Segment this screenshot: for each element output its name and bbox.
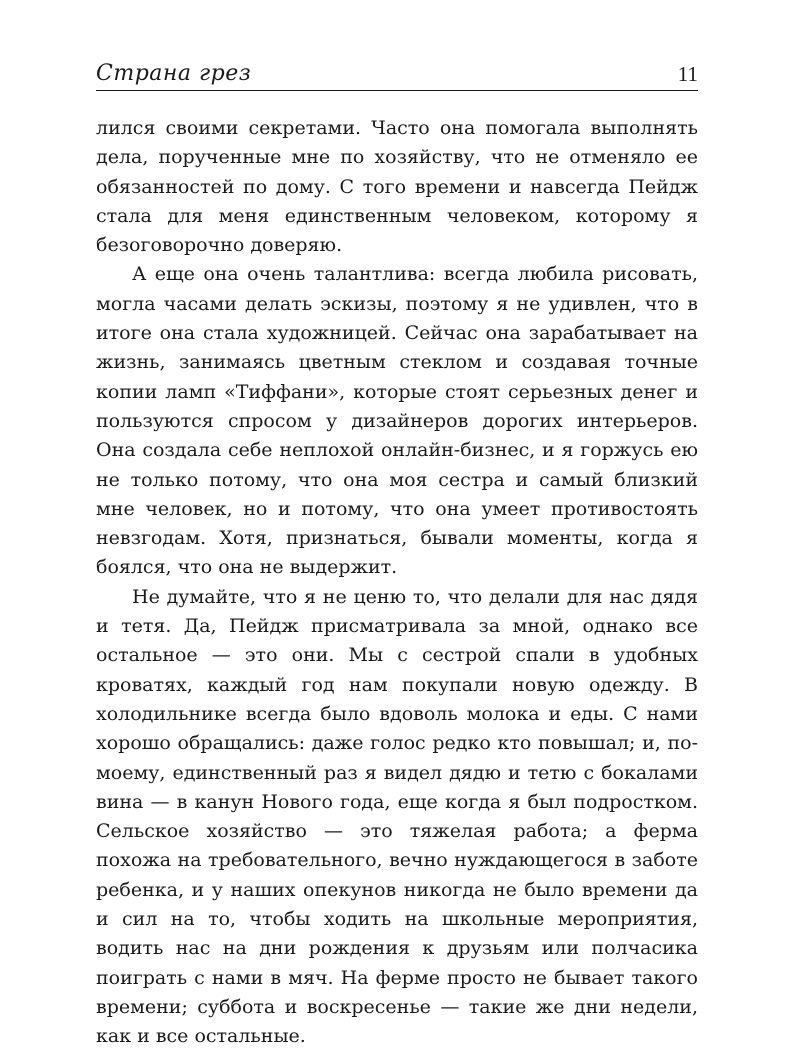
running-head	[96, 60, 698, 90]
paragraph-continued: лился своими секретами. Часто она помогала выполнять дела, порученные мне по хозяйству, что не отменяло ее обязанностей по дому. С того времени и навсегда Пейдж стала для меня единственным человеком, которому я безоговорочно доверяю.	[96, 117, 698, 257]
header-divider	[96, 90, 698, 91]
paragraph: Не думайте, что я не ценю то, что делали для нас дядя и тетя. Да, Пейдж присматривала за мной, однако все остальное — это они. Мы с сестрой спали в удобных кроватях, каждый год нам покупали новую одежду. В холодильнике всегда было вдоволь молока и еды. С нами хорошо обращались: даже голос редко кто повышал; и, по-моему, единственный раз я видел дядю и тетю с бокалами вина — в канун Нового года, еще когда я был подростком. Сельское хозяйство — это тяжелая работа; а ферма похожа на требовательного, вечно нуждающегося в заботе ребенка, и у наших опекунов никогда не было времени да и сил на то, чтобы ходить на школьные мероприятия, водить нас на дни рождения к друзьям или полчасика поиграть с нами в мяч. На ферме просто не бывает такого времени; суббота и воскресенье — такие же дни недели, как и все остальные.	[96, 585, 698, 1048]
page-number: 11	[677, 62, 698, 86]
body-text	[96, 114, 698, 1052]
book-title: Страна грез	[96, 61, 252, 86]
paragraph: А еще она очень талантлива: всегда любила рисовать, могла часами делать эскизы, поэтому я не удивлен, что в итоге она стала художницей. Сейчас она зарабатывает на жизнь, занимаясь цветным стеклом и создавая точные копии ламп «Тиффани», которые стоят серьезных денег и пользуются спросом у дизайнеров дорогих интерьеров. Она создала себе неплохой онлайн-бизнес, и я горжусь ею не только потому, что она моя сестра и самый близкий мне человек, но и потому, что она умеет противостоять невзгодам. Хотя, признаться, бывали моменты, когда я боялся, что она не выдержит.	[96, 263, 698, 579]
